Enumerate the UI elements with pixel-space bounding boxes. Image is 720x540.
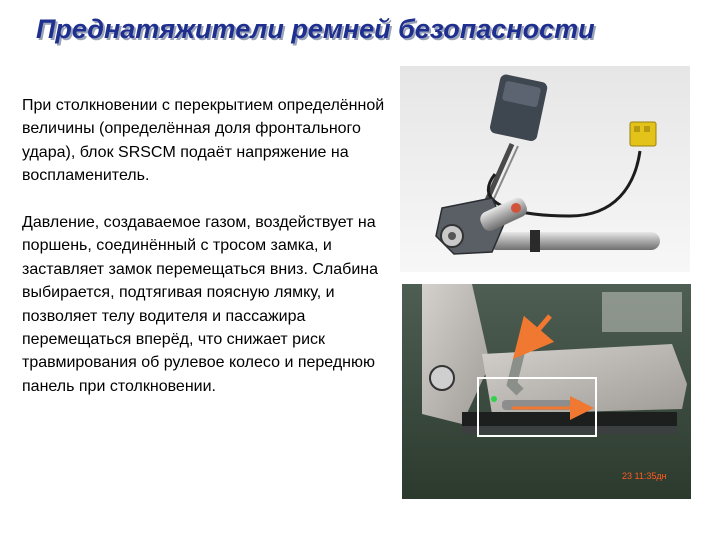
yellow-connector bbox=[630, 122, 656, 146]
photo-timestamp: 23 11:35дн bbox=[622, 471, 667, 481]
paragraph-ignition: При столкновении с перекрытием определённой величины (определённая доля фронтального удара), блок SRSCM подаёт напряжение на воспламенитель. bbox=[22, 97, 385, 185]
paragraph-spacer bbox=[22, 188, 394, 211]
igniter-cap bbox=[511, 203, 521, 213]
paragraph-mechanism: Давление, создаваемое газом, воздействует на поршень, соединённый с тросом замка, и заставляет замок перемещаться вниз. Слабина выбирается, подтягивая поясную лямку, и позволяет телу водителя и пассажира перемещаться вперёд, что снижает риск травмирования об рулевое колесо и переднюю панель при столкновении. bbox=[22, 214, 378, 395]
gas-generator-tube bbox=[488, 232, 660, 250]
slide-title: Преднатяжители ремней безопасности bbox=[36, 14, 595, 44]
status-led bbox=[491, 396, 497, 402]
pulley-wheel bbox=[430, 366, 454, 390]
pretensioner-unit-photo bbox=[400, 66, 690, 272]
seat-rail bbox=[462, 412, 677, 426]
seat-installation-illustration bbox=[402, 284, 691, 499]
pretensioner-unit-illustration bbox=[400, 66, 690, 272]
description-text bbox=[22, 94, 394, 398]
background-chairs bbox=[602, 292, 682, 332]
seat-installation-photo bbox=[402, 284, 691, 499]
